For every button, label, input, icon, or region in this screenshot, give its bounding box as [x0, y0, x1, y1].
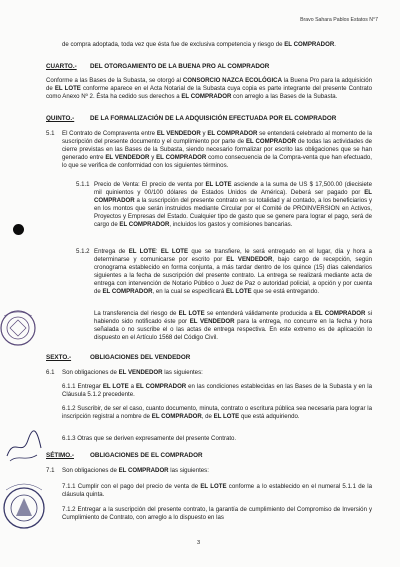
section-quinto-title: DE LA FORMALIZACIÓN DE LA ADQUISICIÓN EFECTUADA POR EL COMPRADOR — [90, 115, 337, 122]
clause-6-1-2: 6.1.2 Suscribir, de ser el caso, cuanto documento, minuta, contrato o escritura pública sea necesaria para lograr la inscripción registral a nombre de EL COMPRADOR, de EL LOTE que está adquiriendo. — [62, 405, 372, 421]
clause-5-1-2: Entrega de EL LOTE: EL LOTE que se transfiere, le será entregado en el lugar, día y hora a determinarse y comunicarse por escrito por EL VENDEDOR, bajo cargo de recepción, según cronograma establecido en forma conjunta, a más tardar dentro de los quince (15) días calendarios siguientes a la fecha de suscripción del presente contrato. La entrega se realizará mediante acta de entrega con intervención de Notario Público o Juez de Paz o autoridad policial, a opción y por cuenta de EL COMPRADOR, en la cual se especificará EL LOTE que se está entregando. — [94, 248, 373, 296]
section-sexto-label: SEXTO.- — [46, 354, 72, 361]
clause-number-5-1-1: 5.1.1 — [76, 181, 90, 188]
notary-seal-bottom — [0, 467, 55, 550]
clause-number-5-1-2: 5.1.2 — [76, 248, 90, 255]
section-sexto-title: OBLIGACIONES DEL VENDEDOR — [90, 354, 191, 361]
punch-hole — [13, 224, 24, 235]
notary-seal-top — [0, 298, 44, 358]
clause-7-1-2: 7.1.2 Entregar a la suscripción del presente contrato, la garantía de cumplimiento del Compromiso de Inversión y Cumplimiento de Contrato, con arreglo a lo dispuesto en las — [62, 506, 372, 522]
clause-5-1-2-risk: La transferencia del riesgo de EL LOTE se entenderá válidamente producida a EL COMPRADOR si habiendo sido notificado éste por EL VENDEDOR para la entrega, no concurre en la fecha y hora señalada o no suscribe el o las actas de entrega respectiva. En este extremo es de aplicación lo dispuesto en el Artículo 1568 del Código Civil. — [94, 310, 373, 342]
section-septimo-label: SÉTIMO.- — [46, 452, 74, 459]
page-header: Bravo Sahara Pablos Estatos N°7 — [300, 17, 378, 23]
clause-7-1: Son obligaciones de EL COMPRADOR las siguientes: — [62, 467, 209, 474]
clause-7-1-1: 7.1.1 Cumplir con el pago del precio de venta de EL LOTE conforme a lo establecido en el numeral 5.1.1 de la cláusula quinta. — [62, 483, 373, 499]
section-cuarto-label: CUARTO.- — [46, 63, 77, 70]
clause-number-5-1: 5.1 — [46, 130, 55, 137]
clause-6-1-1: 6.1.1 Entregar EL LOTE a EL COMPRADOR en las condiciones establecidas en las Bases de la Subasta y en la Cláusula 5.1.2 precedente. — [62, 383, 373, 399]
clause-number-7-1: 7.1 — [46, 467, 55, 474]
clause-5-1-1: Precio de Venta: El precio de venta por EL LOTE asciende a la suma de US $ 17,500.00 (diecisiete mil quinientos y 00/100 dólares de Estados Unidos de América). Deberá ser pagado por EL COMPRADOR a la suscripción del presente contrato en su totalidad y al contado, a los beneficiarios y en los montos que serán instruidos mediante Circular por el Comité de PROINVERSION en Activos, Proyectos y Empresas del Estado. Cualquier tipo de gasto que se genere para lograr el pago, será de cargo de EL COMPRADOR, incluidos los gastos y comisiones bancarias. — [94, 181, 373, 229]
clause-6-1-3: 6.1.3 Otras que se deriven expresamente del presente Contrato. — [62, 435, 237, 442]
paragraph-cuarto: Conforme a las Bases de la Subasta, se otorgó al CONSORCIO NAZCA ECOLÓGICA la Buena Pro para la adquisición de EL LOTE conforme aparece en el Acta Notarial de la Subasta cuya copia es parte integrante del presente Contrato como Anexo Nº 2. Ésta ha cedido sus derechos a EL COMPRADOR con arreglo a las Bases de la Subasta. — [46, 77, 373, 101]
section-cuarto-title: DEL OTORGAMIENTO DE LA BUENA PRO AL COMPRADOR — [90, 63, 270, 70]
clause-6-1: Son obligaciones de EL VENDEDOR las siguientes: — [62, 369, 203, 376]
section-quinto-label: QUINTO.- — [46, 115, 75, 122]
clause-5-1: El Contrato de Compraventa entre EL VENDEDOR y EL COMPRADOR se entenderá celebrado al momento de la suscripción del presente documento y el cumplimiento por parte de EL COMPRADOR de todas las actividades de cierre previstas en las Bases de la Subasta, siendo necesario formalizar por escrito las obligaciones que se han generado entre EL VENDEDOR y EL COMPRADOR como consecuencia de la Compra-venta que han efectuado, lo que se verifica de conformidad con los siguientes términos. — [62, 130, 373, 170]
clause-number-6-1: 6.1 — [46, 369, 55, 376]
paragraph-intro: de compra adoptada, toda vez que ésta fue de exclusiva competencia y riesgo de EL COMPRADOR. — [62, 41, 336, 48]
handwritten-signature — [4, 428, 44, 464]
section-septimo-title: OBLIGACIONES DE EL COMPRADOR — [90, 452, 203, 459]
page-number: 3 — [197, 540, 201, 546]
